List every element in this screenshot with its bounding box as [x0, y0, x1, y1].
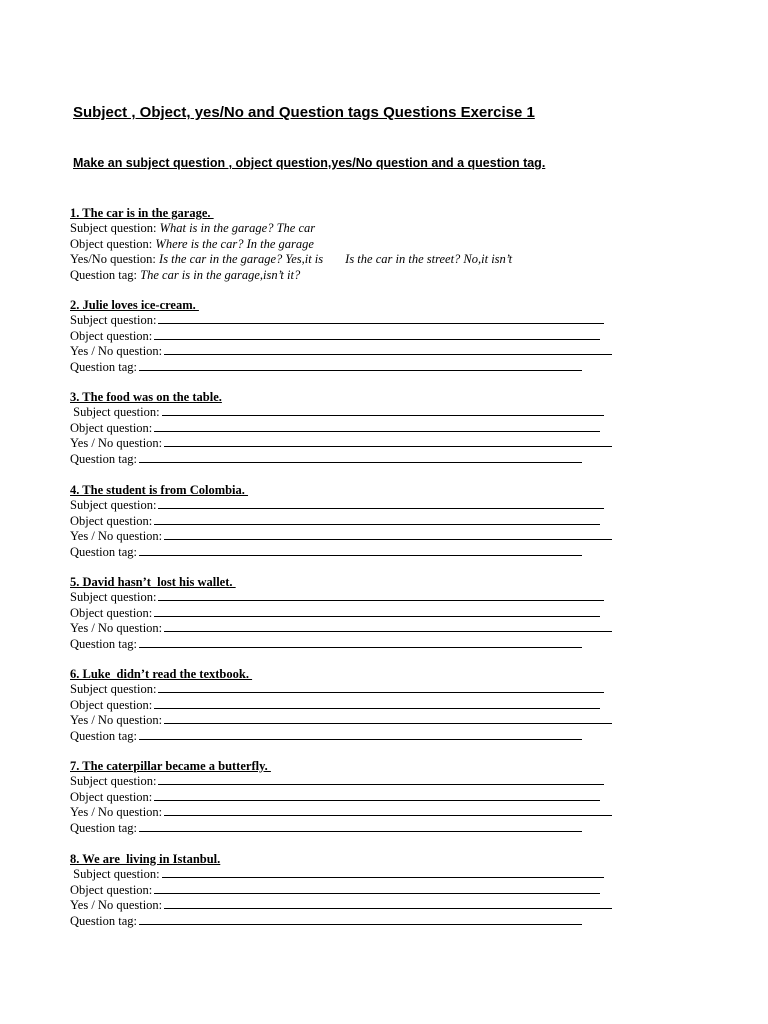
example-answer: The car is in the garage,isn’t it?	[140, 267, 301, 282]
sentence-heading: 3. The food was on the table.	[70, 390, 222, 404]
answer-blank[interactable]	[164, 345, 612, 355]
answer-blank[interactable]	[154, 515, 600, 525]
worksheet-instruction: Make an subject question , object question,yes/No question and a question tag.	[73, 156, 546, 170]
question-label: Subject question:	[70, 498, 157, 512]
answer-blank[interactable]	[139, 730, 582, 740]
worksheet-title: Subject , Object, yes/No and Question tags Questions Exercise 1	[73, 104, 535, 121]
answer-blank[interactable]	[158, 683, 604, 693]
question-label: Yes / No question:	[70, 898, 163, 912]
yes-no-question-line	[70, 436, 612, 452]
answer-blank[interactable]	[164, 437, 612, 447]
answer-blank[interactable]	[154, 791, 600, 801]
sentence-heading: 4. The student is from Colombia.	[70, 483, 249, 497]
answer-blank[interactable]	[139, 361, 582, 371]
question-tag-line	[70, 545, 612, 561]
exercise-section	[70, 574, 612, 652]
question-label: Question tag:	[70, 267, 138, 282]
question-label: Object question:	[70, 513, 153, 528]
answer-blank[interactable]	[164, 622, 612, 632]
answer-blank[interactable]	[164, 806, 612, 816]
object-question-line	[70, 883, 612, 899]
subject-question-line	[70, 774, 612, 790]
yes-no-question-line	[70, 621, 612, 637]
answer-blank[interactable]	[154, 422, 600, 432]
object-question-line	[70, 421, 612, 437]
question-label: Question tag:	[70, 820, 138, 835]
question-label: Object question:	[70, 605, 153, 620]
exercise-section	[70, 666, 612, 744]
example-answer: What is in the garage? The car	[159, 221, 316, 235]
answer-blank[interactable]	[162, 868, 604, 878]
question-label: Subject question:	[70, 313, 157, 327]
yes-no-question-line	[70, 805, 612, 821]
answer-blank[interactable]	[139, 546, 582, 556]
question-label: Subject question:	[70, 405, 160, 419]
answer-blank[interactable]	[164, 899, 612, 909]
question-label: Subject question:	[70, 221, 157, 235]
question-label: Object question:	[70, 697, 153, 712]
object-question-line	[70, 790, 612, 806]
subject-question-line	[70, 313, 612, 329]
answer-blank[interactable]	[158, 775, 604, 785]
question-tag-line	[70, 729, 612, 745]
sentence-heading: 7. The caterpillar became a butterfly.	[70, 759, 271, 773]
question-label: Question tag:	[70, 728, 138, 743]
subject-question-line	[70, 498, 612, 514]
answer-blank[interactable]	[139, 822, 582, 832]
example-section	[70, 205, 512, 283]
sentence-heading: 1. The car is in the garage.	[70, 206, 214, 220]
question-label: Question tag:	[70, 544, 138, 559]
object-question-line	[70, 698, 612, 714]
answer-blank[interactable]	[139, 915, 582, 925]
question-label: Object question:	[70, 328, 153, 343]
answer-blank[interactable]	[164, 714, 612, 724]
question-tag-line	[70, 268, 512, 284]
sentence-heading: 5. David hasn’t lost his wallet.	[70, 575, 236, 589]
answer-blank[interactable]	[139, 453, 582, 463]
sentence-heading: 2. Julie loves ice-cream.	[70, 298, 199, 312]
question-label: Question tag:	[70, 636, 138, 651]
answer-blank[interactable]	[158, 314, 604, 324]
answer-blank[interactable]	[158, 591, 604, 601]
example-answer: Is the car in the garage? Yes,it is	[159, 252, 324, 266]
answer-blank[interactable]	[154, 699, 600, 709]
question-label: Subject question:	[70, 774, 157, 788]
exercise-section	[70, 482, 612, 560]
exercise-section	[70, 758, 612, 836]
exercise-section	[70, 297, 612, 375]
answer-blank[interactable]	[162, 406, 604, 416]
answer-blank[interactable]	[154, 330, 600, 340]
subject-question-line	[70, 682, 612, 698]
yes-no-question-line	[70, 344, 612, 360]
question-label: Question tag:	[70, 451, 138, 466]
object-question-line	[70, 237, 512, 253]
subject-question-line	[70, 221, 512, 237]
question-label: Subject question:	[70, 682, 157, 696]
subject-question-line	[70, 867, 612, 883]
question-label: Question tag:	[70, 913, 138, 928]
yes-no-question-line	[70, 713, 612, 729]
example-answer: Where is the car? In the garage	[155, 236, 314, 251]
question-label: Yes/No question:	[70, 252, 156, 266]
yes-no-question-line	[70, 898, 612, 914]
question-label: Yes / No question:	[70, 436, 163, 450]
question-label: Object question:	[70, 420, 153, 435]
subject-question-line	[70, 590, 612, 606]
object-question-line	[70, 606, 612, 622]
yes-no-question-line	[70, 252, 512, 268]
question-label: Subject question:	[70, 867, 160, 881]
question-label: Yes / No question:	[70, 805, 163, 819]
exercise-section	[70, 389, 612, 467]
question-label: Object question:	[70, 789, 153, 804]
exercise-section	[70, 851, 612, 929]
question-tag-line	[70, 637, 612, 653]
question-label: Question tag:	[70, 359, 138, 374]
object-question-line	[70, 514, 612, 530]
answer-blank[interactable]	[154, 607, 600, 617]
answer-blank[interactable]	[154, 884, 600, 894]
question-label: Object question:	[70, 882, 153, 897]
question-label: Yes / No question:	[70, 344, 163, 358]
question-tag-line	[70, 452, 612, 468]
question-label: Object question:	[70, 236, 153, 251]
yes-no-question-line	[70, 529, 612, 545]
question-tag-line	[70, 360, 612, 376]
question-tag-line	[70, 821, 612, 837]
question-tag-line	[70, 914, 612, 930]
answer-blank[interactable]	[139, 638, 582, 648]
subject-question-line	[70, 405, 612, 421]
answer-blank[interactable]	[158, 499, 604, 509]
question-label: Yes / No question:	[70, 529, 163, 543]
sentence-heading: 8. We are living in Istanbul.	[70, 852, 221, 866]
example-answer-alt: Is the car in the street? No,it isn’t	[345, 252, 513, 266]
question-label: Yes / No question:	[70, 713, 163, 727]
question-label: Subject question:	[70, 590, 157, 604]
object-question-line	[70, 329, 612, 345]
sentence-heading: 6. Luke didn’t read the textbook.	[70, 667, 253, 681]
answer-blank[interactable]	[164, 530, 612, 540]
question-label: Yes / No question:	[70, 621, 163, 635]
